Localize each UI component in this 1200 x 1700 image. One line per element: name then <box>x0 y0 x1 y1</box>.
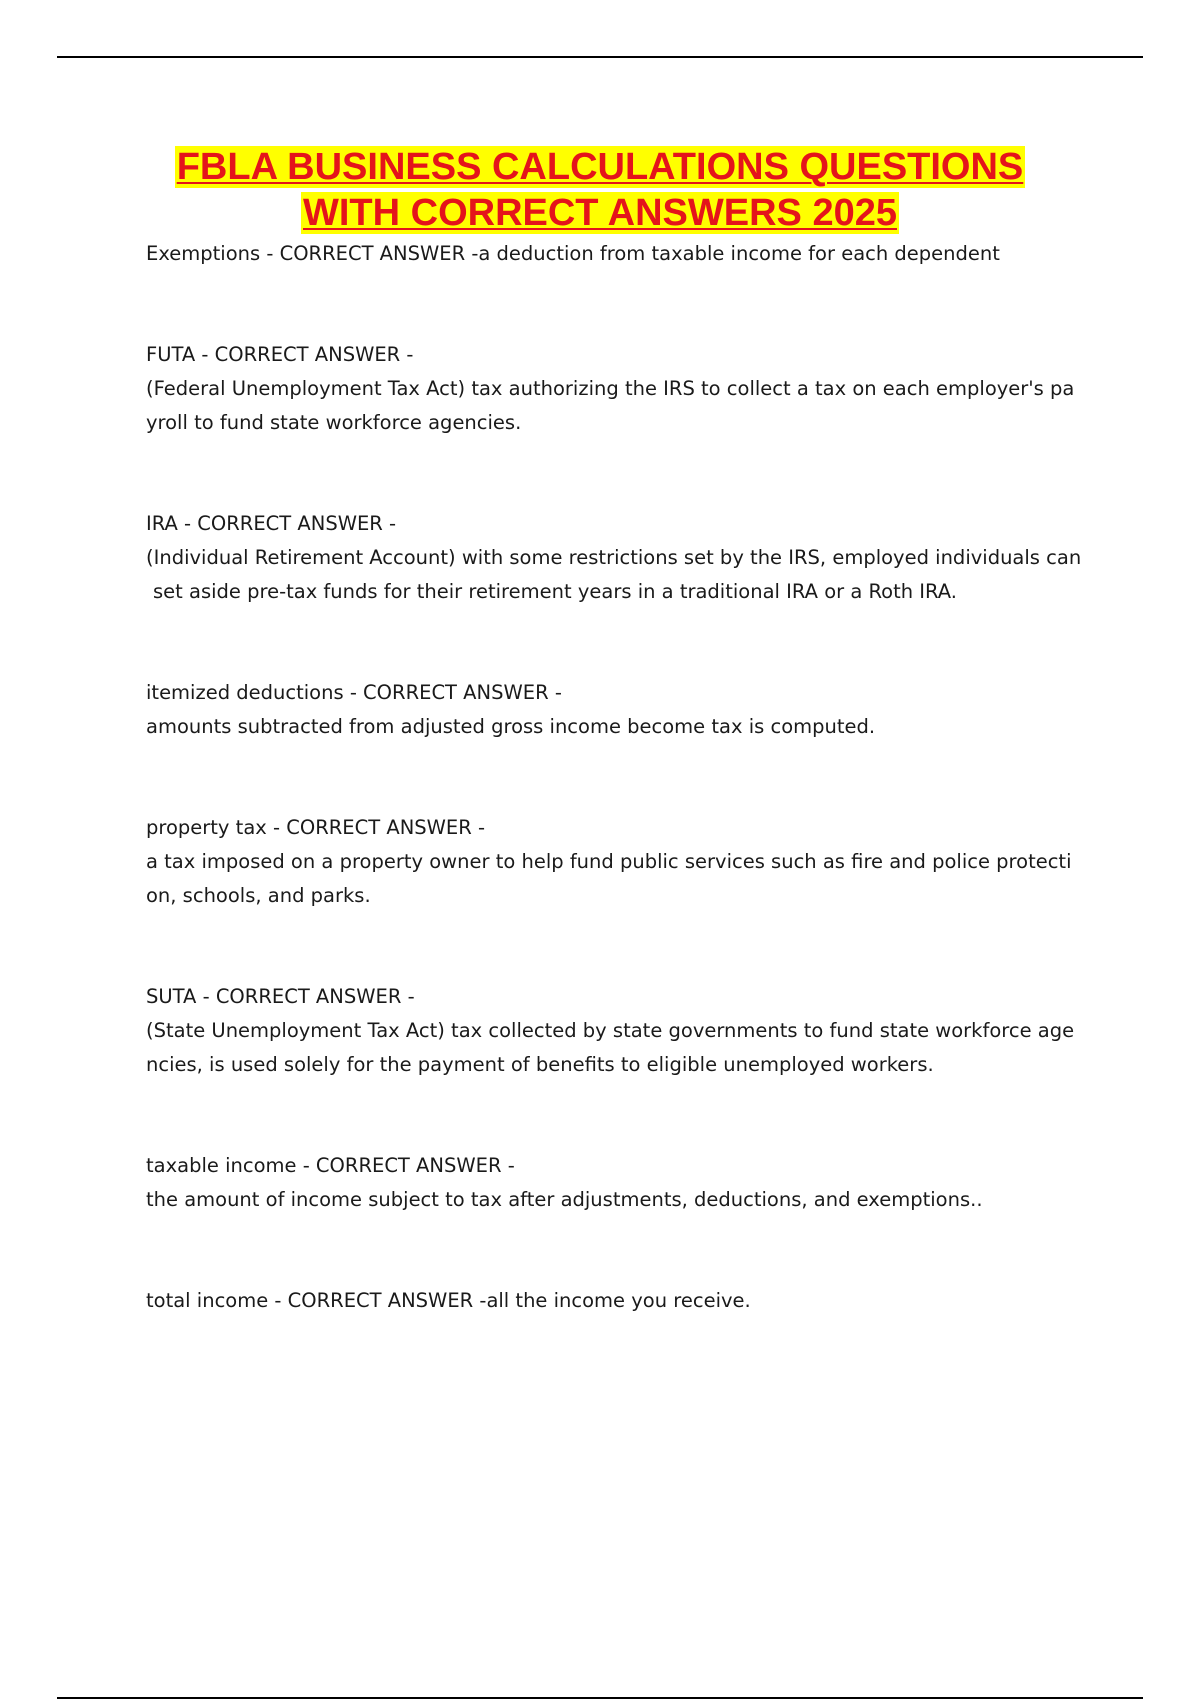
qa-entry-exemptions <box>146 237 1096 271</box>
qa-definition-line: ncies, is used solely for the payment of benefits to eligible unemployed workers. <box>146 1053 934 1076</box>
qa-term: SUTA - CORRECT ANSWER - <box>146 985 415 1008</box>
qa-entry-futa <box>146 338 1096 440</box>
qa-entry-taxable-income <box>146 1149 1096 1217</box>
qa-definition-line: the amount of income subject to tax after adjustments, deductions, and exemptions.. <box>146 1188 983 1211</box>
qa-term: FUTA - CORRECT ANSWER - <box>146 343 414 366</box>
qa-definition-line: yroll to fund state workforce agencies. <box>146 411 522 434</box>
bottom-rule <box>57 1697 1143 1699</box>
qa-definition-line: amounts subtracted from adjusted gross income become tax is computed. <box>146 715 876 738</box>
top-rule <box>57 56 1143 58</box>
qa-entry-property-tax <box>146 811 1096 913</box>
page-title <box>0 144 1200 236</box>
qa-entry-total-income <box>146 1284 1096 1318</box>
qa-definition-line: (Federal Unemployment Tax Act) tax authorizing the IRS to collect a tax on each employer's pa <box>146 377 1075 400</box>
qa-list <box>146 237 1096 1385</box>
qa-term: Exemptions - CORRECT ANSWER -a deduction from taxable income for each dependent <box>146 242 1000 265</box>
title-line-1: FBLA BUSINESS CALCULATIONS QUESTIONS <box>176 146 1024 188</box>
qa-definition-line: (State Unemployment Tax Act) tax collected by state governments to fund state workforce age <box>146 1019 1075 1042</box>
qa-definition-line: on, schools, and parks. <box>146 884 371 907</box>
title-line-2: WITH CORRECT ANSWERS 2025 <box>303 192 897 234</box>
qa-definition-line: set aside pre-tax funds for their retirement years in a traditional IRA or a Roth IRA. <box>153 580 957 603</box>
qa-term: IRA - CORRECT ANSWER - <box>146 512 397 535</box>
qa-definition-line: (Individual Retirement Account) with some restrictions set by the IRS, employed individuals can <box>146 546 1082 569</box>
qa-term: taxable income - CORRECT ANSWER - <box>146 1154 515 1177</box>
qa-entry-ira <box>146 507 1096 609</box>
qa-entry-suta <box>146 980 1096 1082</box>
qa-term: itemized deductions - CORRECT ANSWER - <box>146 681 562 704</box>
qa-term: total income - CORRECT ANSWER -all the income you receive. <box>146 1289 751 1312</box>
qa-entry-itemized-deductions <box>146 676 1096 744</box>
qa-definition-line: a tax imposed on a property owner to help fund public services such as fire and police protecti <box>146 850 1072 873</box>
qa-term: property tax - CORRECT ANSWER - <box>146 816 486 839</box>
